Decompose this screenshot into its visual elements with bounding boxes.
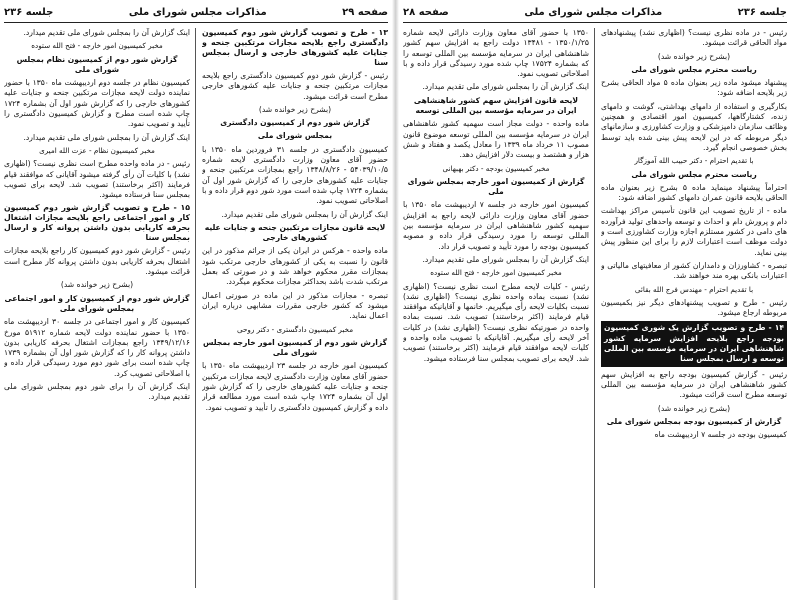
paragraph: اینک گزارش آن را بمجلس شورای ملی تقدیم میدارد. (23, 132, 190, 142)
left-page-number: صفحه ۲۹ (342, 6, 388, 18)
left-page-header (4, 4, 388, 20)
paragraph: کمیسیون بودجه در جلسه ۷ اردیبهشت ماه (654, 430, 787, 440)
paragraph: رئیس - طرح و تصویب پیشنهادهای دیگر نیز بکمیسیون مربوطه ارجاع میشود. (601, 297, 787, 318)
reading-note: (بشرح زیر خوانده شد) (657, 51, 731, 61)
right-journal-title: مذاکرات مجلس شورای ملی (524, 6, 663, 18)
report-title: گزارش شور دوم از کمیسیون امور خارجه بمجلس شورای ملی (203, 337, 387, 358)
report-title: گزارش از کمیسیون بودجه بمجلس شورای ملی (606, 416, 782, 426)
paragraph: احتراماً پیشنهاد مینماید ماده ۵ بشرح زیر بعنوان ماده الحاقی بلایحه قانون عمران دامهای کشور اضافه شود: (601, 182, 787, 203)
section-heading-inverted: ۱۴ - طرح و تصویب گزارش یک شوری کمیسیون بودجه راجع بلایحه افزایش سرمایه کشور شاهنشاهی ایران در سرمایه مؤسسه بین المللی توسعه و ارسال بمجلس سنا (601, 321, 787, 366)
left-column-divider (195, 28, 196, 588)
paragraph: بکارگیری و استفاده از دامهای بهداشتی، گوشت و دامهای زنده، کشتارگاهها، کمیسیون امور اقتصادی و همچنین وظائف سازمان دامپزشکی و وزارت کشاورزی و سازمانهای دیگر مربوطه که در این لایحه پیش بینی شده باید توسط بخش خصوصی انجام گیرد. (601, 101, 787, 152)
paragraph: اینک گزارش آن را بمجلس شورای ملی تقدیم میدارد. (422, 82, 589, 92)
right-page-header (403, 4, 787, 20)
article-paragraph: ماده - از تاریخ تصویب این قانون تأسیس مراکز بهداشت دام و پرورش دام و احداث و توسعه واحدهای تولید فرآورده های دامی در کشور مستلزم اجازه وزارت کشاورزی است و دولت موظف است اعتبارات لازم را برای این منظور پیش بینی نماید. (601, 206, 787, 257)
address-line: ریاست محترم مجلس شورای ملی (631, 169, 757, 179)
paragraph: رئیس - گزارش شور دوم کمیسیون دادگستری راجع بلایحه مجازات مرتکبین جنحه و جنایات علیه کشورهای خارجی مطرح است قرائت میشود. (202, 71, 388, 101)
paragraph: رئیس - کلیات لایحه مطرح است نظری نیست؟ (اظهاری نشد) نسبت بماده واحده نظری نیست؟ (اظهاری نشد) نسبت بکلیات لایحه رأی میگیریم. خانمها و آقایانیکه موافقند قیام فرمایند (اکثر برخاستند) تصویب شد. نسبت بماده واحده در صورتیکه نظری نیست؟ (اظهاری نشد) در کلیات آخر لایحه رأی میگیریم. آقایانیکه با تصویب ماده واحده و کلیات لایحه موافقند قیام فرمایند (اکثر برخاستند) تصویب شد. لایحه برای تصویب بمجلس سنا فرستاده میشود. (403, 281, 589, 363)
section-heading: ۱۳ - طرح و تصویب گزارش شور دوم کمیسیون دادگستری راجع بلایحه مجازات مرتکبین جنحه و جنایات علیه کشورهای خارجی و ارسال بمجلس سنا (202, 28, 388, 67)
note-paragraph: تبصره - مجازات مذکور در این ماده در صورتی اعمال میشود که کشور خارجی مقررات مشابهی درباره ایران اعمال نماید. (202, 290, 388, 321)
right-page-left-column (403, 28, 589, 588)
reading-note: (بشرح زیر خوانده شد) (657, 403, 731, 413)
signature-line: مخبر کمیسیون بودجه - دکتر بهبهانی (442, 163, 550, 173)
right-page-right-column (601, 28, 787, 588)
report-title: گزارش شور دوم از کمیسیون دادگستری (220, 118, 370, 128)
article-paragraph: ماده واحده - هرکس در ایران یکی از جرائم مذکور در این قانون را نسبت به یکی از کشورهای خارجی مرتکب شود بمجازات مقرر محکوم خواهد شد و در صورتی که بعمل مرتکب شدت باشد بحداکثر مجازات محکوم میگردد. (202, 246, 388, 287)
paragraph: پیشنهاد میشود ماده زیر بعنوان ماده ۵ مواد الحاقی بشرح زیر بلایحه اضافه شود: (601, 78, 787, 98)
paragraph: اینک گزارش آن را بمجلس شورای ملی تقدیم میدارد. (221, 209, 388, 219)
reading-note: (بشرح زیر خوانده شد) (60, 280, 134, 290)
paragraph: رئیس - در ماده واحده مطرح است نظری نیست؟ (اظهاری نشد) با کلیات آن رأی گرفته میشود آقایانی که موافقند قیام فرمایند (اکثر برخاستند) تصویب شد. لایحه برای تصویب بمجلس سنا فرستاده میشود. (4, 159, 190, 200)
signature-line: مخبر کمیسیون امور خارجه - فتح الله ستوده (31, 41, 163, 51)
signature-line: با تقدیم احترام - مهندس فرج الله بقائی (634, 284, 754, 294)
right-page-number: صفحه ۲۸ (403, 6, 449, 18)
signature-line: مخبر کمیسیون نظام - عزت الله امیری (39, 145, 155, 155)
right-session-number: جلسه ۲۳۶ (737, 6, 787, 18)
paragraph: رئیس - گزارش کمیسیون بودجه راجع به افزایش سهم کشور شاهنشاهی ایران در سرمایه مؤسسه بین المللی توسعه مطرح است قرائت میشود. (601, 369, 787, 400)
reading-note: (بشرح زیر خوانده شد) (258, 104, 332, 114)
paragraph: ۱۳۵۰ با حضور آقای معاون وزارت دارائی لایحه شماره ۱۳۵۰/۱/۲۵ - ۱۳۴۸۱ دولت راجع به افزایش سهم کشور شاهنشاهی ایران در سرمایه مؤسسه بین المللی توسعه را که بشماره ۱۷۵۲۴ چاپ شده مورد رسیدگی قرار داده و با اصلاحاتی تصویب نمود. (403, 28, 589, 79)
left-page-right-column (202, 28, 388, 588)
paragraph: اینک گزارش آن را بمجلس شورای ملی تقدیم میدارد. (422, 254, 589, 264)
report-subtitle: بمجلس شورای ملی (257, 131, 333, 141)
paragraph: کمیسیون امور خارجه در جلسه ۷ اردیبهشت ماه ۱۳۵۰ با حضور آقای معاون وزارت دارائی لایحه راجع به افزایش سهمیه کشور شاهنشاهی ایران در سرمایه مؤسسه بین المللی توسعه را مورد رسیدگی قرار داده و مصوبه کمیسیون بودجه را مورد تأیید و تصویب قرار داد. (403, 200, 589, 251)
page-gutter (392, 0, 399, 600)
signature-line: مخبر کمیسیون دادگستری - دکتر روحی (236, 324, 354, 334)
paragraph: کمیسیون کار و امور اجتماعی در جلسه ۳۰ اردیبهشت ماه ۱۳۵۰ با حضور نماینده دولت لایحه شماره ۵۱۹۱۲ مورخ ۱۳۴۹/۱۲/۱۶ راجع بمجازات اشتغال بحرفه کاریابی بدون داشتن پروانه کار را که گزارش شور اول آن بشماره ۱۷۳۹ چاپ شده است برای شور دوم مورد رسیدگی قرار داده و با اصلاحاتی تصویب کرد. (4, 317, 190, 378)
left-header-rule (4, 22, 388, 23)
report-title: گزارش شور دوم از کمیسیون کار و امور اجتماعی بمجلس شورای ملی (4, 293, 190, 313)
bill-title: لایحه قانون افزایش سهم کشور شاهنشاهی ایران در سرمایه مؤسسه بین المللی توسعه (413, 95, 579, 116)
paragraph: کمیسیون امور خارجه در جلسه ۲۳ اردیبهشت ماه ۱۳۵۰ با حضور آقای معاون وزارت دادگستری لایحه مجازات مرتکبین جنحه و جنایات علیه کشورهای خارجی را که گزارش شور اول آن بشماره ۱۷۲۴ چاپ شده است مورد مطالعه قرار داده و گزارش کمیسیون دادگستری را تأیید و تصویب نمود. (202, 361, 388, 412)
right-header-rule (403, 22, 787, 23)
right-page (403, 4, 787, 592)
left-page-left-column (4, 28, 190, 588)
paragraph: کمیسیون دادگستری در جلسه ۳۱ فروردین ماه ۱۳۵۰ با حضور آقای معاون وزارت دادگستری لایحه شماره ۵۴۰۳۹/۱۰/۵ - ۱۳۴۸/۸/۲۶ راجع بمجازات مرتکبین جنحه و جنایات علیه کشورهای خارجی را که گزارش شور اول آن بشماره ۱۷۲۴ چاپ شده است مورد شور دوم قرار داده و با اصلاحاتی تصویب نمود. (202, 144, 388, 206)
left-session-number: جلسه ۲۳۶ (4, 6, 54, 18)
paragraph: رئیس - گزارش شور دوم کمیسیون کار راجع بلایحه مجازات اشتغال بحرفه کاریابی بدون داشتن پروانه کار مطرح است قرائت میشود. (4, 246, 190, 277)
paragraph: رئیس - در ماده نظری نیست؟ (اظهاری نشد) پیشنهادهای مواد الحاقی قرائت میشود. (601, 28, 787, 48)
paragraph: اینک گزارش آن را برای شور دوم بمجلس شورای ملی تقدیم میدارد. (4, 382, 190, 402)
note-paragraph: تبصره - کشاورزان و دامداران کشور از معافیتهای مالیاتی و اعتبارات بانکی بهره مند خواهند شد. (601, 260, 787, 281)
left-journal-title: مذاکرات مجلس شورای ملی (128, 6, 267, 18)
address-line: ریاست محترم مجلس شورای ملی (631, 64, 757, 74)
left-page (4, 4, 388, 592)
article-paragraph: ماده واحده - دولت مجاز است سهمیه کشور شاهنشاهی ایران در سرمایه مؤسسه بین المللی توسعه موضوع قانون مصوب ۱۱ خرداد ماه ۱۳۳۹ را معادل یکصد و هفتاد و شش هزار و هشتصد و بیست دلار افزایش دهد. (403, 119, 589, 160)
bill-title: لایحه قانون مجازات مرتکبین جنحه و جنایات علیه کشورهای خارجی (204, 222, 386, 243)
report-title: گزارش شور دوم از کمیسیون نظام بمجلس شورای ملی (16, 54, 178, 74)
paragraph: اینک گزارش آن را بمجلس شورای ملی تقدیم میدارد. (23, 28, 190, 37)
paragraph: کمیسیون نظام در جلسه دوم اردیبهشت ماه ۱۳۵۰ با حضور نماینده دولت لایحه مجازات مرتکبین جنحه و جنایات علیه کشورهای خارجی را که گزارش شور اول آن بشماره ۱۷۲۴ چاپ شده است مطرح و گزارش کمیسیون دادگستری را تأیید و تصویب نمود. (4, 78, 190, 129)
signature-line: مخبر کمیسیون امور خارجه - فتح الله ستوده (430, 268, 562, 278)
section-heading: ۱۵ - طرح و تصویب گزارش شور دوم کمیسیون کار و امور اجتماعی راجع بلایحه مجازات اشتغال بحرفه کاریابی بدون داشتن پروانه کار و ارسال بمجلس سنا (4, 203, 190, 243)
report-title: گزارش از کمیسیون امور خارجه بمجلس شورای ملی (407, 176, 585, 197)
right-column-divider (594, 28, 595, 588)
signature-line: با تقدیم احترام - دکتر حبیب الله آموزگار (634, 156, 754, 166)
